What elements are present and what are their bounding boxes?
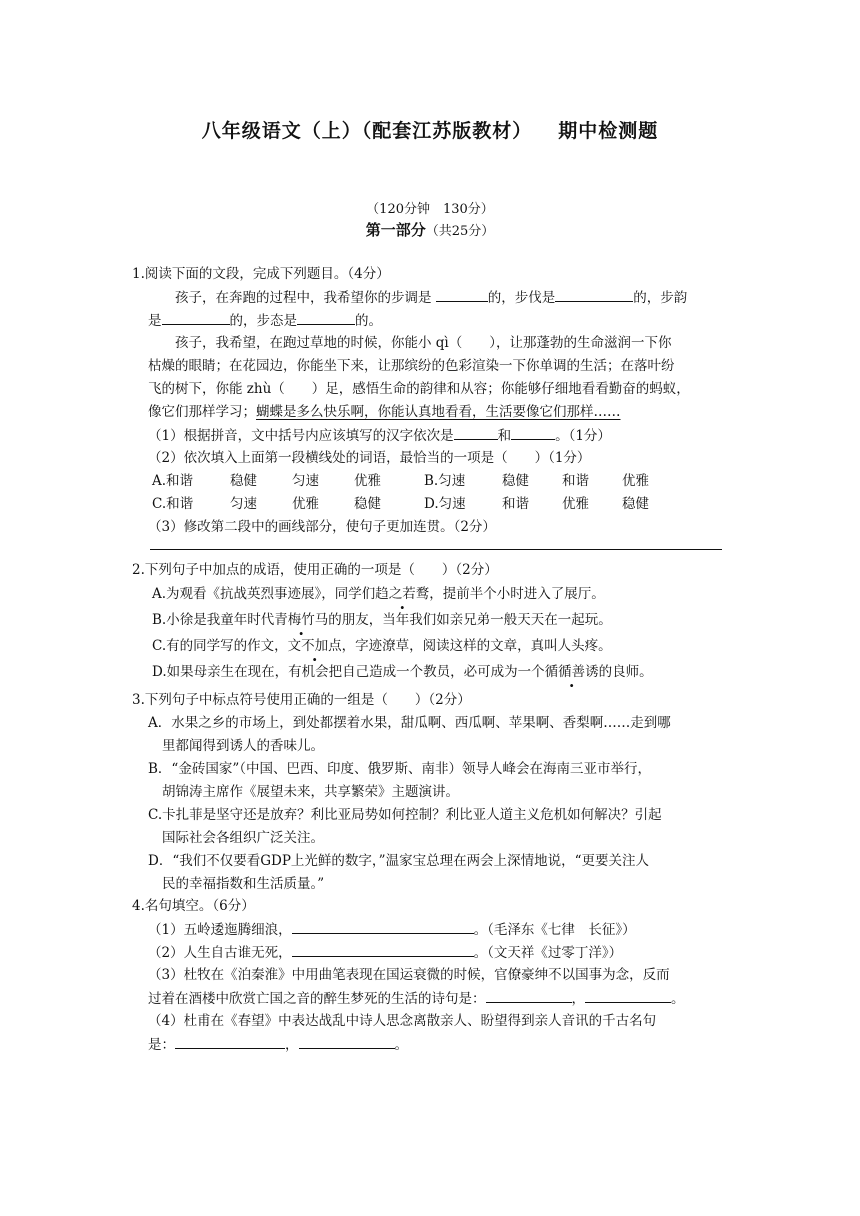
q3-stem: 3.下列句子中标点符号使用正确的一组是（ ）（2分） bbox=[132, 692, 471, 708]
q1-paragraph2-line2: 枯燥的眼睛；在花园边，你能坐下来，让那缤纷的色彩渲染一下你单调的生活；在落叶纷 bbox=[148, 358, 675, 374]
q1-paragraph2-line1: 孩子，我希望，在跑过草地的时候，你能小 qì（ ），让那蓬勃的生命滋润一下你 bbox=[175, 335, 672, 351]
dotted-idiom: 文不加点 bbox=[287, 638, 342, 654]
title-main: 八年级语文（上）（配套江苏版教材） bbox=[201, 120, 533, 142]
answer-line bbox=[150, 549, 722, 550]
title-sub: 期中检测题 bbox=[558, 120, 659, 142]
part-name: 第一部分 bbox=[365, 221, 426, 239]
dotted-idiom: 青梅竹马 bbox=[274, 612, 329, 628]
q3-option-c-line2: 国际社会各组织广泛关注。 bbox=[162, 830, 324, 846]
blank bbox=[436, 287, 488, 302]
blank bbox=[162, 310, 230, 325]
q1-options-cd: C.和谐 匀速 优雅 稳健 D.匀速 和谐 优雅 稳健 bbox=[152, 496, 649, 512]
q3-option-d-line2: 民的幸福指数和生活质量。” bbox=[162, 876, 325, 892]
q4-sub3-line1: （3）杜牧在《泊秦淮》中用曲笔表现在国运衰微的时候，官僚豪绅不以国事为念，反而 bbox=[148, 967, 670, 983]
q1-sub3: （3）修改第二段中的画线部分，使句子更加连贯。（2分） bbox=[148, 519, 496, 535]
q3-option-b-line2: 胡锦涛主席作《展望未来，共享繁荣》主题演讲。 bbox=[162, 784, 459, 800]
blank bbox=[454, 425, 498, 440]
q4-sub1: （1）五岭逶迤腾细浪， 。（毛泽东《七律 长征》） bbox=[148, 919, 636, 940]
q1-stem: 1.阅读下面的文段，完成下列题目。（4分） bbox=[132, 266, 390, 282]
q2-stem: 2.下列句子中加点的成语，使用正确的一项是（ ）（2分） bbox=[132, 562, 498, 578]
underlined-sentence: 蝴蝶是多么快乐啊，你能认真地看看，生活要像它们那样…… bbox=[256, 404, 621, 420]
blank bbox=[292, 919, 474, 934]
q1-sub2: （2）依次填入上面第一段横线处的词语，最恰当的一项是（ ）（1分） bbox=[148, 450, 591, 466]
q2-option-d: D.如果母亲生在现在，有机会把自己造成一个教员，必可成为一个循循善诱的良师。 bbox=[152, 664, 653, 680]
q1-sub1: （1）根据拼音，文中括号内应该填写的汉字依次是 和 。（1分） bbox=[148, 425, 611, 446]
q1-paragraph1-line2: 是 的，步态是 的。 bbox=[148, 310, 382, 331]
part-heading bbox=[0, 219, 860, 240]
blank bbox=[175, 1034, 285, 1049]
q3-option-a-line1: A．水果之乡的市场上，到处都摆着水果，甜瓜啊、西瓜啊、苹果啊、香梨啊……走到哪 bbox=[148, 715, 671, 731]
blank bbox=[486, 988, 572, 1003]
q4-stem: 4.名句填空。（6分） bbox=[132, 898, 255, 914]
blank bbox=[297, 310, 355, 325]
q4-sub4-line1: （4）杜甫在《春望》中表达战乱中诗人思念离散亲人、盼望得到亲人音讯的千古名句 bbox=[148, 1013, 657, 1029]
part-score: （共25分） bbox=[425, 224, 495, 239]
blank bbox=[585, 988, 671, 1003]
q1-paragraph2-line3: 飞的树下，你能 zhù（ ）足，感悟生命的韵律和从容；你能够仔细地看看勤奋的蚂蚁， bbox=[148, 381, 690, 397]
dotted-idiom: 趋之若鹜 bbox=[375, 586, 430, 602]
blank bbox=[511, 425, 555, 440]
q2-option-a: A.为观看《抗战英烈事迹展》，同学们趋之若鹜，提前半个小时进入了展厅。 bbox=[152, 586, 605, 602]
blank bbox=[292, 942, 474, 957]
q4-sub2: （2）人生自古谁无死， 。（文天祥《过零丁洋》） bbox=[148, 942, 622, 963]
q4-sub3-line2: 过着在酒楼中欣赏亡国之音的醉生梦死的生活的诗句是： ， 。 bbox=[148, 988, 685, 1009]
q1-paragraph1-line1: 孩子，在奔跑的过程中，我希望你的步调是 的，步伐是 的，步韵 bbox=[175, 287, 687, 308]
q4-sub4-line2: 是： ， 。 bbox=[148, 1034, 408, 1055]
blank bbox=[555, 287, 633, 302]
blank bbox=[299, 1034, 395, 1049]
q3-option-a-line2: 里都闻得到诱人的香味儿。 bbox=[162, 738, 324, 754]
q2-option-b: B.小徐是我童年时代青梅竹马的朋友，当年我们如亲兄弟一般天天在一起玩。 bbox=[152, 612, 612, 628]
exam-meta: （120分钟 130分） bbox=[366, 202, 494, 217]
q2-option-c: C.有的同学写的作文，文不加点，字迹潦草，阅读这样的文章，真叫人头疼。 bbox=[152, 638, 612, 654]
q3-option-d-line1: D．“我们不仅要看GDP上光鲜的数字，”温家宝总理在两会上深情地说，“更要关注人 bbox=[148, 853, 649, 869]
page-title bbox=[0, 116, 860, 143]
q3-option-b-line1: B．“金砖国家”（中国、巴西、印度、俄罗斯、南非）领导人峰会在海南三亚市举行， bbox=[148, 761, 651, 777]
q1-options-ab: A.和谐 稳健 匀速 优雅 B.匀速 稳健 和谐 优雅 bbox=[152, 473, 649, 489]
dotted-idiom: 循循善诱 bbox=[544, 664, 599, 680]
q1-paragraph2-line4: 像它们那样学习；蝴蝶是多么快乐啊，你能认真地看看，生活要像它们那样…… bbox=[148, 404, 621, 420]
q3-option-c-line1: C.卡扎菲是坚守还是放弃？利比亚局势如何控制？利比亚人道主义危机如何解决？引起 bbox=[148, 807, 662, 823]
